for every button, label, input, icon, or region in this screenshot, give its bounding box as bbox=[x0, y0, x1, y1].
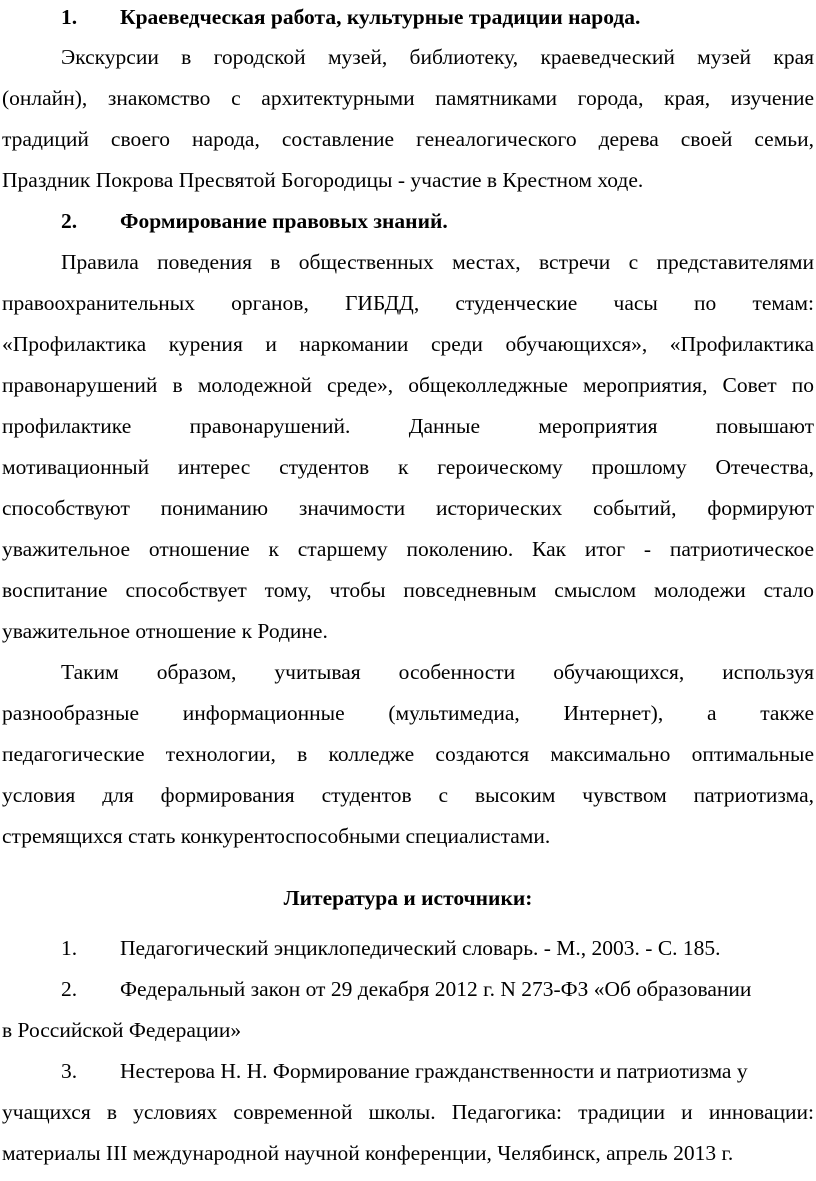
paragraph-line: уважительное отношение к старшему поколению. Как итог - патриотическое bbox=[2, 537, 814, 561]
reference-text: материалы III международной научной конференции, Челябинск, апрель 2013 г. bbox=[2, 1141, 734, 1165]
references-heading: Литература и источники: bbox=[283, 886, 533, 910]
paragraph-line: профилактике правонарушений. Данные мероприятия повышают bbox=[2, 414, 814, 438]
reference-text: в Российской Федерации» bbox=[2, 1018, 242, 1042]
paragraph-line: стремящихся стать конкурентоспособными специалистами. bbox=[2, 824, 551, 848]
paragraph-line: правоохранительных органов, ГИБДД, студенческие часы по темам: bbox=[2, 291, 814, 315]
reference-text: Федеральный закон от 29 декабря 2012 г. N 273-ФЗ «Об образовании bbox=[120, 977, 752, 1001]
reference-number: 3. bbox=[61, 1059, 78, 1083]
paragraph-line: Экскурсии в городской музей, библиотеку, краеведческий музей края bbox=[61, 45, 814, 69]
paragraph-line: традиций своего народа, составление генеалогического дерева своей семьи, bbox=[2, 127, 814, 151]
section-number: 1. bbox=[61, 5, 78, 29]
section-title: Формирование правовых знаний. bbox=[120, 209, 448, 233]
paragraph-line: педагогические технологии, в колледже создаются максимально оптимальные bbox=[2, 742, 814, 766]
reference-text: Нестерова Н. Н. Формирование гражданственности и патриотизма у bbox=[120, 1059, 748, 1083]
reference-number: 2. bbox=[61, 977, 78, 1001]
reference-text: учащихся в условиях современной школы. Педагогика: традиции и инновации: bbox=[2, 1100, 814, 1124]
reference-number: 1. bbox=[61, 936, 78, 960]
paragraph-line: разнообразные информационные (мультимедиа, Интернет), а также bbox=[2, 701, 814, 725]
paragraph-line: воспитание способствует тому, чтобы повседневным смыслом молодежи стало bbox=[2, 578, 814, 602]
paragraph-line: мотивационный интерес студентов к героическому прошлому Отечества, bbox=[2, 455, 814, 479]
paragraph-line: Правила поведения в общественных местах, встречи с представителями bbox=[61, 250, 814, 274]
paragraph-line: «Профилактика курения и наркомании среди обучающихся», «Профилактика bbox=[2, 332, 814, 356]
paragraph-line: способствуют пониманию значимости исторических событий, формируют bbox=[2, 496, 814, 520]
paragraph-line: Таким образом, учитывая особенности обучающихся, используя bbox=[61, 660, 814, 684]
paragraph-line: уважительное отношение к Родине. bbox=[2, 619, 328, 643]
paragraph-line: условия для формирования студентов с высоким чувством патриотизма, bbox=[2, 783, 814, 807]
reference-text: Педагогический энциклопедический словарь. - М., 2003. - С. 185. bbox=[120, 936, 721, 960]
paragraph-line: Праздник Покрова Пресвятой Богородицы - участие в Крестном ходе. bbox=[2, 168, 644, 192]
paragraph-line: (онлайн), знакомство с архитектурными памятниками города, края, изучение bbox=[2, 86, 814, 110]
section-title: Краеведческая работа, культурные традиции народа. bbox=[120, 5, 641, 29]
paragraph-line: правонарушений в молодежной среде», общеколледжные мероприятия, Совет по bbox=[2, 373, 814, 397]
section-number: 2. bbox=[61, 209, 78, 233]
